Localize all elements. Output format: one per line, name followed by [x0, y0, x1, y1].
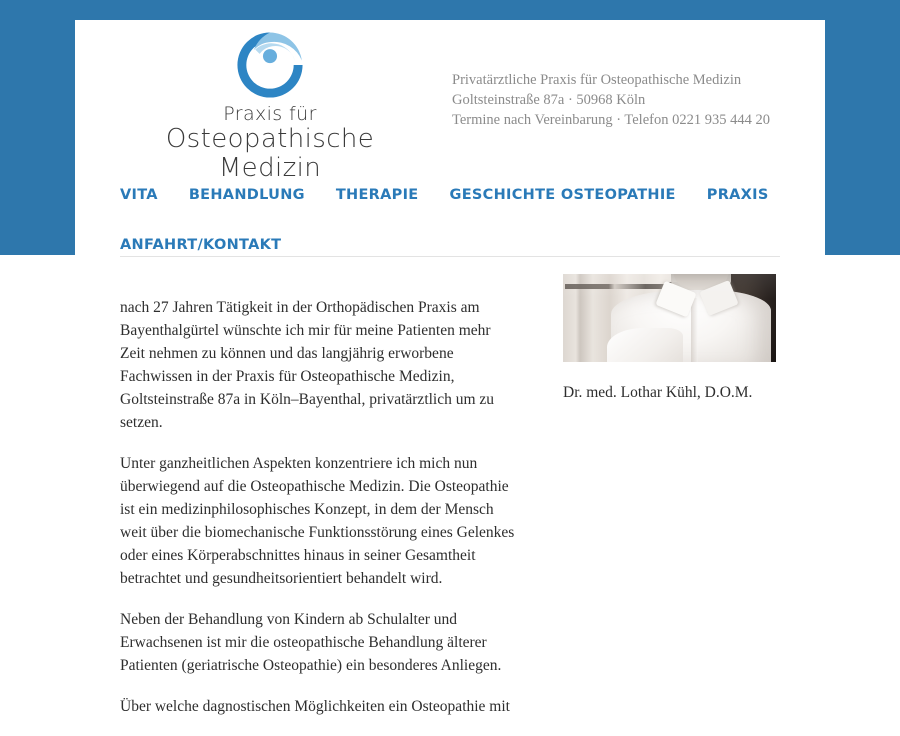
photo-canvas: [563, 274, 776, 362]
site-header: [75, 20, 825, 184]
nav-link-anfahrt-kontakt[interactable]: ANFAHRT/KONTAKT: [120, 237, 282, 253]
brand-line-1: Praxis für: [223, 103, 317, 125]
header-divider: [120, 256, 780, 257]
brand-line-2: Osteopathische Medizin: [165, 124, 375, 184]
nav-item-geschichte-osteopathie[interactable]: [450, 170, 676, 220]
nav-list: [120, 170, 800, 270]
nav-link-praxis[interactable]: PRAXIS: [706, 187, 769, 203]
nav-item-behandlung[interactable]: [189, 170, 305, 220]
nav-link-geschichte-osteopathie[interactable]: GESCHICHTE OSTEOPATHIE: [449, 187, 676, 203]
content-area: [75, 296, 825, 736]
site-brand[interactable]: [120, 28, 420, 183]
nav-item-vita[interactable]: [120, 170, 158, 220]
content-sheet: [75, 20, 825, 736]
nav-link-therapie[interactable]: THERAPIE: [335, 187, 419, 203]
circular-swirl-logo-icon: [233, 28, 307, 102]
article-paragraph: nach 27 Jahren Tätigkeit in der Orthopädischen Praxis am Bayenthalgürtel wünschte ich mir für meine Patienten mehr Zeit nehmen zu können und das langjährig erworbene Fachwissen in der Praxis für Osteopathische Medizin, Goltsteinstraße 87a in Köln–Bayenthal, privatärztlich um zu setzen.: [120, 299, 495, 431]
contact-line-address: Goltsteinstraße 87a · 50968 Köln: [452, 92, 646, 108]
contact-line-appointments: Termine nach Vereinbarung · Telefon 0221 935 444 20: [452, 112, 770, 128]
nav-link-vita[interactable]: VITA: [120, 187, 158, 203]
sidebar-column: [563, 274, 776, 404]
article-paragraph: Neben der Behandlung von Kindern ab Schulalter und Erwachsenen ist mir die osteopathische Behandlung älterer Patienten (geriatrische Osteopathie) ein besonderes Anliegen.: [120, 611, 502, 674]
nav-item-therapie[interactable]: [336, 170, 419, 220]
article-paragraph: Unter ganzheitlichen Aspekten konzentriere ich mich nun überwiegend auf die Osteopathische Medizin. Die Osteopathie ist ein medizinphilosophisches Konzept, in dem der Mensch weit über die biomechanische Funktionsstörung eines Gelenkes oder eines Körperabschnittes hinaus in seiner Gesamtheit betrachtet und gesundheitsorientiert behandelt wird.: [120, 455, 515, 587]
nav-link-behandlung[interactable]: BEHANDLUNG: [188, 187, 305, 203]
article-paragraph: Über welche dagnostischen Möglichkeiten ein Osteopathie mit: [120, 698, 510, 715]
nav-item-praxis[interactable]: [707, 170, 769, 220]
doctor-portrait-photo: [563, 274, 776, 362]
contact-line-practice: Privatärztliche Praxis für Osteopathische Medizin: [452, 72, 742, 88]
nav-item-anfahrt-kontakt[interactable]: [120, 220, 281, 270]
article-text-column: [120, 296, 515, 736]
photo-top-fade: [563, 274, 776, 362]
primary-navigation[interactable]: [75, 170, 800, 270]
doctor-name-caption: Dr. med. Lothar Kühl, D.O.M.: [563, 384, 753, 401]
practice-contact-info: [452, 70, 770, 130]
